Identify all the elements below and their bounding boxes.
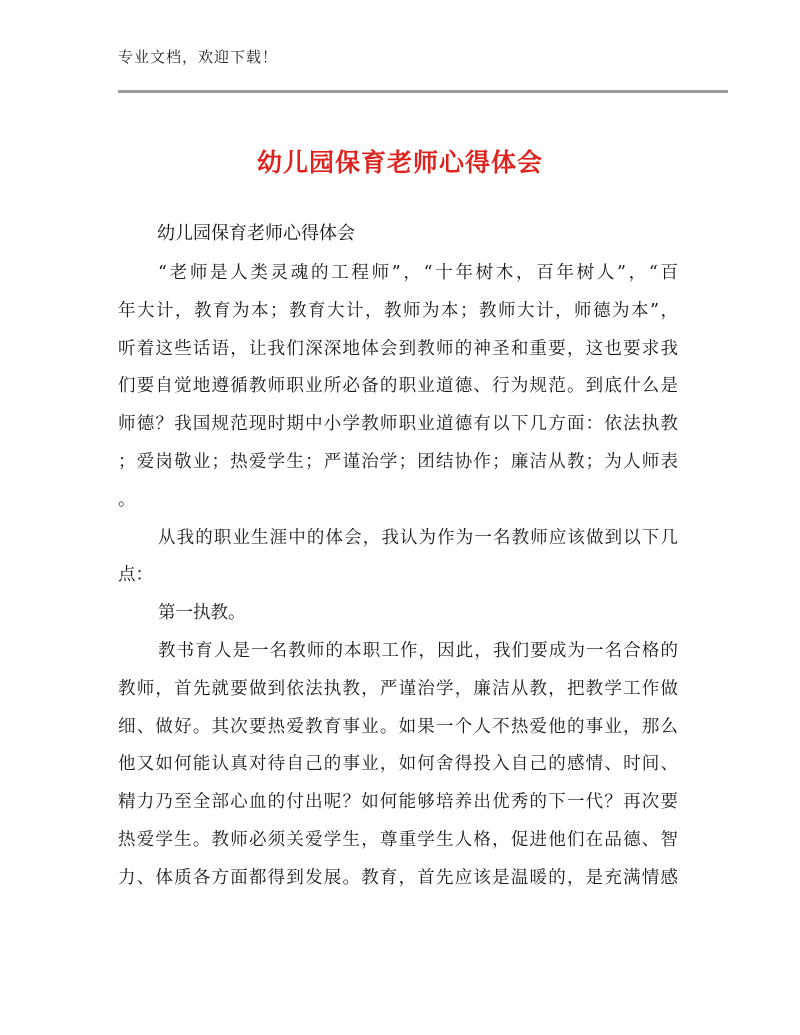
paragraph-line: 细、做好。其次要热爱教育事业。如果一个人不热爱他的事业，那么 [118, 716, 678, 737]
document-title: 幼儿园保育老师心得体会 [256, 148, 543, 177]
paragraph-line: ；爱岗敬业；热爱学生；严谨治学；团结协作；廉洁从教；为人师表 [118, 451, 678, 472]
paragraph-line: 第一执教。 [158, 603, 246, 624]
paragraph-line: 热爱学生。教师必须关爱学生，尊重学生人格，促进他们在品德、智 [118, 829, 678, 850]
paragraph-line: 力、体质各方面都得到发展。教育，首先应该是温暖的，是充满情感 [118, 867, 678, 888]
paragraph-line: 听着这些话语，让我们深深地体会到教师的神圣和重要，这也要求我 [118, 338, 678, 359]
header-divider [118, 90, 728, 93]
paragraph-line: 点： [118, 565, 153, 586]
paragraph-line: 教书育人是一名教师的本职工作，因此，我们要成为一名合格的 [158, 640, 678, 661]
paragraph-line: 年大计，教育为本；教育大计，教师为本；教师大计，师德为本”， [118, 300, 678, 321]
paragraph-line: 教师，首先就要做到依法执教，严谨治学，廉洁从教，把教学工作做 [118, 678, 678, 699]
header-note: 专业文档，欢迎下载！ [118, 48, 279, 66]
document-subtitle: 幼儿园保育老师心得体会 [157, 223, 355, 244]
paragraph-line: 。 [118, 489, 136, 510]
paragraph-line: 师德？我国规范现时期中小学教师职业道德有以下几方面：依法执教 [118, 414, 678, 435]
paragraph-line: 精力乃至全部心血的付出呢？如何能够培养出优秀的下一代？再次要 [118, 792, 678, 813]
paragraph-line: 们要自觉地遵循教师职业所必备的职业道德、行为规范。到底什么是 [118, 376, 678, 397]
paragraph-line: “老师是人类灵魂的工程师”，“十年树木，百年树人”，“百 [158, 263, 678, 283]
paragraph-line: 他又如何能认真对待自己的事业，如何舍得投入自己的感情、时间、 [118, 754, 678, 775]
document-body [118, 255, 678, 898]
paragraph-line: 从我的职业生涯中的体会，我认为作为一名教师应该做到以下几 [158, 527, 678, 548]
